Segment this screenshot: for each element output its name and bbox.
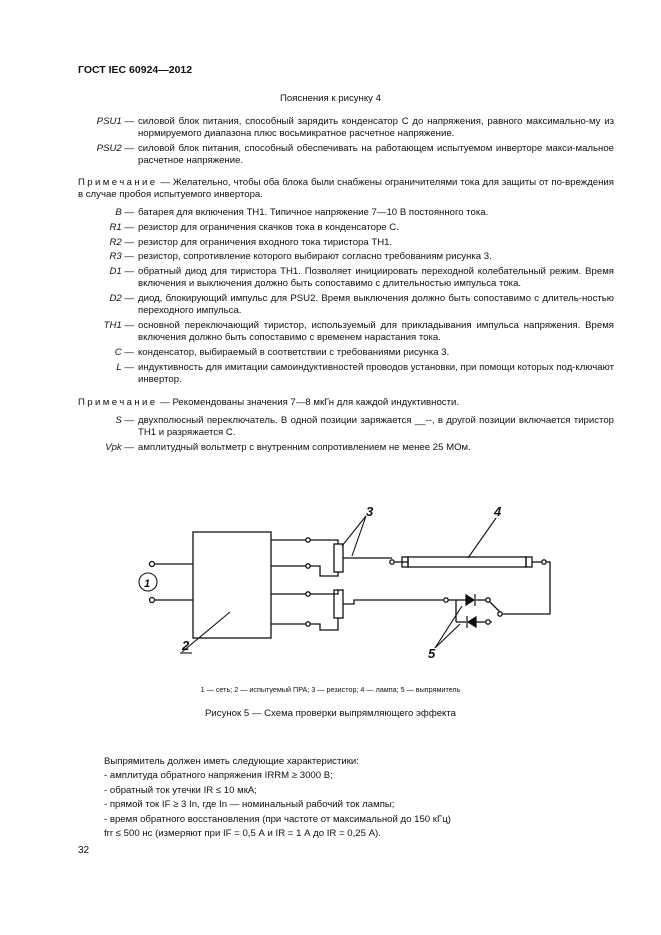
definition-text: резистор для ограничения скачков тока в конденсаторе C. xyxy=(138,221,399,233)
definition-text: основной переключающий тиристор, используемый для прикладывания импульса напряжения. Время включения должно быть сопоставимо с временем нарастания тока. xyxy=(138,320,614,344)
definition-row xyxy=(78,237,614,249)
psu-list xyxy=(78,116,614,170)
output-terminal xyxy=(306,564,310,568)
resistor-upper xyxy=(334,544,343,572)
output-terminal xyxy=(306,622,310,626)
requirements-intro: Выпрямитель должен иметь следующие характеристики: xyxy=(104,756,359,767)
label-resistor: 3 xyxy=(366,504,374,519)
definition-row xyxy=(78,116,614,141)
mains-terminal xyxy=(150,562,155,567)
definition-term: C — xyxy=(114,347,134,359)
output-terminal xyxy=(306,592,310,596)
definition-term: B — xyxy=(115,207,134,218)
definition-text: амплитудный вольтметр с внутренним сопротивлением не менее 25 МОм. xyxy=(138,442,471,454)
label-lamp: 4 xyxy=(494,504,502,519)
requirement-line: - амплитуда обратного напряжения IRRM ≥ 3000 В; xyxy=(104,770,333,782)
figure-caption: Рисунок 5 — Схема проверки выпрямляющего эффекта xyxy=(205,708,456,719)
label-rectifier: 5 xyxy=(428,646,436,661)
figure-legend: 1 — сеть; 2 — испытуемый ПРА; 3 — резистор; 4 — лампа; 5 — выпрямитель xyxy=(200,685,461,694)
requirement-line: - обратный ток утечки IR ≤ 10 мкА; xyxy=(104,784,257,796)
definition-row xyxy=(78,293,614,318)
leader-4 xyxy=(468,518,496,558)
definition-row xyxy=(78,320,614,345)
requirement-line: frr ≤ 500 нс (измеряют при IF = 0,5 А и IR = 1 А до IR = 0,25 А). xyxy=(104,828,381,840)
definition-term: D1 — xyxy=(109,266,134,278)
page-number: 32 xyxy=(78,845,90,856)
leader-3 xyxy=(342,516,366,546)
definition-term: R1 — xyxy=(109,221,134,233)
definition-text: резистор для ограничения входного тока тиристора TH1. xyxy=(138,236,393,248)
note-label: Примечание xyxy=(78,397,158,408)
definition-text: индуктивность для имитации самоиндуктивностей проводов установки, при помощи которых под-ключают инвертор. xyxy=(138,361,614,386)
definition-term: Vpk — xyxy=(105,442,134,454)
ballast-box xyxy=(193,532,271,638)
note-text: — Желательно, чтобы оба блока были снабжены ограничителями тока для защиты от по-вреждения в случае пробоя испытуемого инвертора. xyxy=(78,177,614,201)
definition-term: R2 — xyxy=(109,236,134,248)
requirements xyxy=(104,756,624,843)
definition-text: силовой блок питания, способный зарядить конденсатор C до напряжения, равного максимально-му из нормируемого диапазона плюс восьмикратное расчетное напряжение. xyxy=(138,116,614,140)
definition-row xyxy=(78,347,614,359)
definition-term: L — xyxy=(116,361,134,373)
document-header: ГОСТ IEC 60924—2012 xyxy=(78,64,193,76)
definition-row xyxy=(78,442,614,454)
mains-terminal xyxy=(150,598,155,603)
lamp-cap-right xyxy=(526,557,532,567)
component-list xyxy=(78,207,614,389)
note-text: — Рекомендованы значения 7—8 мкГн для каждой индуктивности. xyxy=(157,397,460,408)
definition-row xyxy=(78,143,614,168)
switch-list xyxy=(78,415,614,457)
note-2 xyxy=(78,397,614,409)
definition-text: двухполюсный переключатель. В одной позиции заряжается __--, в другой позиции включается тиристор TH1 и разряжается C. xyxy=(138,415,614,439)
definition-term: D2 — xyxy=(109,293,134,305)
definition-text: диод, блокирующий импульс для PSU2. Время выключения должно быть сопоставимо с длитель-ностью переходного импульса. xyxy=(138,293,614,317)
label-ballast: 2 xyxy=(182,638,190,653)
note-label: Примечание xyxy=(78,177,158,188)
diode-reverse xyxy=(468,617,476,627)
output-terminal xyxy=(306,538,310,542)
definition-row xyxy=(78,415,614,440)
definition-term: S — xyxy=(115,415,134,426)
requirement-line: - время обратного восстановления (при частоте от максимальной до 150 кГц) xyxy=(104,813,451,825)
definition-row xyxy=(78,207,614,219)
definition-text: силовой блок питания, способный обеспечивать на работающем испытуемом инверторе макси-мальное расчетное напряжение. xyxy=(138,143,614,167)
definition-row xyxy=(78,251,614,263)
label-mains: 1 xyxy=(144,578,151,590)
lamp-tube xyxy=(408,557,526,567)
definition-term: TH1 — xyxy=(103,320,134,332)
definition-term: R3 — xyxy=(109,251,134,263)
definition-row xyxy=(78,222,614,234)
definition-text: резистор, сопротивление которого выбирают согласно требованиям рисунка 3. xyxy=(138,251,492,263)
definition-row xyxy=(78,362,614,387)
definition-row xyxy=(78,266,614,291)
explanations-title: Пояснения к рисунку 4 xyxy=(280,93,381,104)
definition-term: PSU2 — xyxy=(96,143,134,155)
note-1 xyxy=(78,177,614,202)
diode-forward xyxy=(466,595,474,605)
definition-term: PSU1 — xyxy=(96,116,134,127)
leader-3 xyxy=(352,516,366,556)
leader-5 xyxy=(435,606,462,648)
definition-text: батарея для включения TH1. Типичное напряжение 7—10 В постоянного тока. xyxy=(138,207,489,218)
requirement-line: - прямой ток IF ≥ 3 In, где In — номинальный рабочий ток лампы; xyxy=(104,799,395,811)
definition-text: конденсатор, выбираемый в соответствии с требованиями рисунка 3. xyxy=(138,347,450,359)
definition-text: обратный диод для тиристора TH1. Позволяет инициировать переходной колебательный режим. Время включения и выключения должно быть сопоставимо с длительностью импульса тока. xyxy=(138,266,614,290)
circuit-diagram xyxy=(130,500,570,670)
